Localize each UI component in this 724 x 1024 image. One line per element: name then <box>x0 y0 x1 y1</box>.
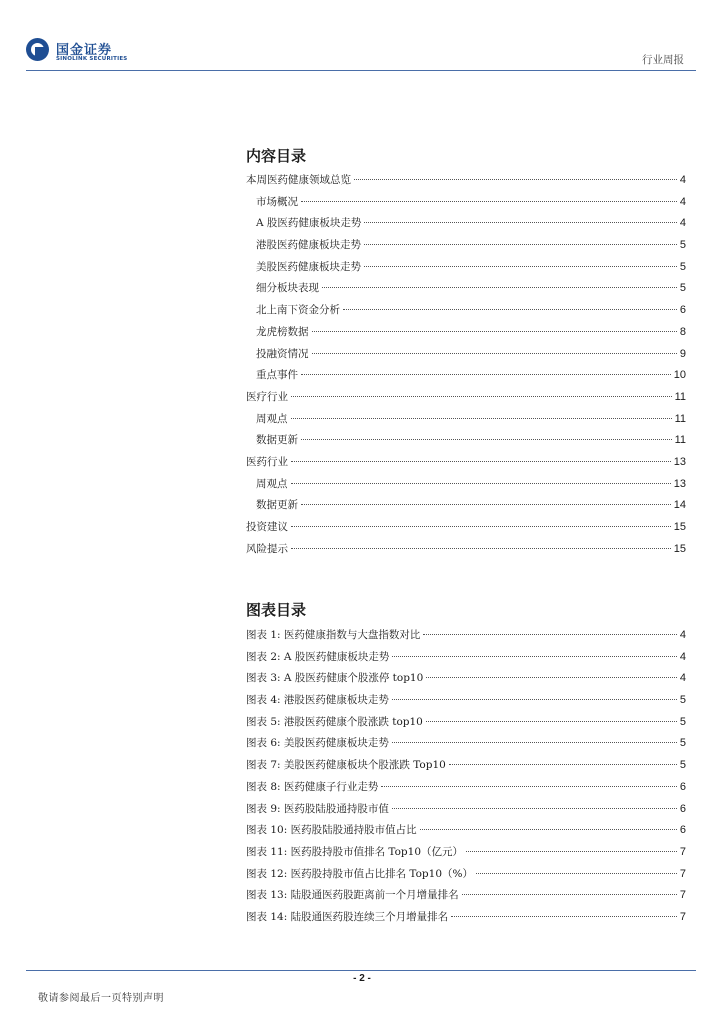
figure-entry[interactable] <box>246 907 686 929</box>
dot-leader <box>426 677 677 678</box>
dot-leader <box>291 418 672 419</box>
figure-entry-page-number: 7 <box>679 845 686 858</box>
figure-entry-label: 图表 11: 医药股持股市值排名 Top10（亿元） <box>246 845 464 858</box>
figure-entry-page-number: 5 <box>679 694 686 707</box>
toc-entry[interactable] <box>246 539 686 561</box>
dot-leader <box>392 808 677 809</box>
toc-entry[interactable] <box>246 192 686 214</box>
dot-leader <box>312 353 677 354</box>
toc-entry-label: 医药行业 <box>246 455 288 468</box>
toc-entry[interactable] <box>246 409 686 431</box>
figure-entry-label: 图表 3: A 股医药健康个股涨停 top10 <box>246 672 424 685</box>
toc-entry-page-number: 4 <box>679 174 686 186</box>
figure-entry-page-number: 5 <box>679 737 686 750</box>
dot-leader <box>291 483 671 484</box>
figures-list <box>246 625 686 929</box>
figure-entry[interactable] <box>246 885 686 907</box>
figure-entry[interactable] <box>246 820 686 842</box>
dot-leader <box>449 764 677 765</box>
toc-entry-page-number: 15 <box>673 542 686 555</box>
dot-leader <box>381 786 676 787</box>
figure-entry[interactable] <box>246 799 686 821</box>
dot-leader <box>466 851 677 852</box>
toc-entry[interactable] <box>246 495 686 517</box>
toc-entry[interactable] <box>246 300 686 322</box>
toc-entry-page-number: 6 <box>679 304 686 317</box>
dot-leader <box>392 656 677 657</box>
figure-entry[interactable] <box>246 777 686 799</box>
toc-entry[interactable] <box>246 430 686 452</box>
toc-entry-page-number: 14 <box>673 499 686 512</box>
toc-entry[interactable] <box>246 278 686 300</box>
toc-entry-label: 风险提示 <box>246 542 288 555</box>
toc-entry[interactable] <box>246 474 686 496</box>
figure-entry[interactable] <box>246 842 686 864</box>
toc-entry-page-number: 11 <box>674 412 686 425</box>
toc-entry-page-number: 4 <box>679 217 686 230</box>
dot-leader <box>364 222 676 223</box>
toc-entry-label: 重点事件 <box>256 369 298 382</box>
toc-entry-page-number: 13 <box>673 477 686 490</box>
figure-entry-page-number: 5 <box>679 715 686 728</box>
figure-entry-label: 图表 1: 医药健康指数与大盘指数对比 <box>246 629 421 641</box>
toc-entry-page-number: 10 <box>673 369 686 382</box>
figure-entry-page-number: 5 <box>679 759 686 772</box>
page-header <box>0 0 724 76</box>
dot-leader <box>423 634 676 635</box>
toc-entry-label: 北上南下资金分析 <box>256 304 340 317</box>
page-number: - 2 - <box>353 973 371 984</box>
dot-leader <box>301 504 671 505</box>
figure-entry-label: 图表 13: 陆股通医药股距离前一个月增量排名 <box>246 889 459 902</box>
toc-entry-page-number: 9 <box>679 347 686 360</box>
contents-list <box>246 170 686 560</box>
dot-leader <box>322 287 677 288</box>
toc-entry[interactable] <box>246 365 686 387</box>
header-divider <box>26 70 696 71</box>
toc-entry-label: 周观点 <box>256 477 288 490</box>
company-logo <box>26 38 134 68</box>
toc-entry-label: A 股医药健康板块走势 <box>256 217 362 230</box>
dot-leader <box>291 396 672 397</box>
dot-leader <box>462 894 677 895</box>
dot-leader <box>312 331 677 332</box>
toc-entry[interactable] <box>246 235 686 257</box>
toc-entry-label: 投资建议 <box>246 521 288 533</box>
figure-entry-label: 图表 8: 医药健康子行业走势 <box>246 780 379 793</box>
toc-entry[interactable] <box>246 170 686 192</box>
report-type-label: 行业周报 <box>642 54 684 66</box>
figures-title: 图表目录 <box>246 601 307 619</box>
toc-entry[interactable] <box>246 517 686 539</box>
figure-entry[interactable] <box>246 647 686 669</box>
toc-entry-page-number: 4 <box>679 195 686 208</box>
dot-leader <box>451 916 677 917</box>
toc-entry[interactable] <box>246 344 686 366</box>
dot-leader <box>364 266 677 267</box>
toc-entry-label: 市场概况 <box>256 195 298 208</box>
toc-entry[interactable] <box>246 257 686 279</box>
toc-entry-page-number: 5 <box>679 282 686 295</box>
figure-entry[interactable] <box>246 690 686 712</box>
toc-entry-label: 医疗行业 <box>246 390 288 403</box>
dot-leader <box>343 309 677 310</box>
toc-entry-label: 龙虎榜数据 <box>256 325 309 338</box>
figure-entry-page-number: 7 <box>679 867 686 880</box>
figure-entry-label: 图表 4: 港股医药健康板块走势 <box>246 694 389 707</box>
toc-entry[interactable] <box>246 322 686 344</box>
logo-mark-icon <box>26 38 49 61</box>
disclaimer-text: 敬请参阅最后一页特别声明 <box>38 993 164 1004</box>
logo-english-name: SINOLINK SECURITIES <box>56 56 128 62</box>
dot-leader <box>420 829 677 830</box>
footer-divider <box>26 970 696 971</box>
toc-entry[interactable] <box>246 387 686 409</box>
figure-entry[interactable] <box>246 712 686 734</box>
dot-leader <box>291 461 671 462</box>
figure-entry-page-number: 4 <box>679 629 686 641</box>
figure-entry-label: 图表 5: 港股医药健康个股涨跌 top10 <box>246 715 423 728</box>
figure-entry-page-number: 4 <box>679 650 686 663</box>
dot-leader <box>392 742 677 743</box>
figure-entry-label: 图表 12: 医药股持股市值占比排名 Top10（%） <box>246 867 473 880</box>
dot-leader <box>301 201 677 202</box>
figure-entry-label: 图表 7: 美股医药健康板块个股涨跌 Top10 <box>246 759 446 772</box>
toc-entry-label: 投融资情况 <box>256 347 309 360</box>
dot-leader <box>301 439 672 440</box>
dot-leader <box>301 374 671 375</box>
figure-entry-page-number: 7 <box>679 910 686 923</box>
figure-entry-page-number: 6 <box>679 802 686 815</box>
figure-entry[interactable] <box>246 733 686 755</box>
dot-leader <box>291 526 671 527</box>
figure-entry[interactable] <box>246 625 686 647</box>
toc-entry-page-number: 15 <box>673 521 686 533</box>
dot-leader <box>291 548 671 549</box>
dot-leader <box>354 179 677 180</box>
figure-entry-page-number: 7 <box>679 889 686 902</box>
figure-entry-page-number: 6 <box>679 780 686 793</box>
toc-entry[interactable] <box>246 213 686 235</box>
toc-entry-label: 细分板块表现 <box>256 282 319 295</box>
figure-entry-label: 图表 6: 美股医药健康板块走势 <box>246 737 389 750</box>
toc-entry-page-number: 11 <box>674 434 686 447</box>
toc-entry-page-number: 5 <box>679 239 686 252</box>
figure-entry-label: 图表 9: 医药股陆股通持股市值 <box>246 802 389 815</box>
toc-entry-page-number: 11 <box>674 390 686 403</box>
toc-entry-label: 数据更新 <box>256 434 298 447</box>
toc-entry-page-number: 8 <box>679 325 686 338</box>
logo-chinese-name: 国金证券 <box>56 43 113 58</box>
toc-entry-label: 数据更新 <box>256 499 298 512</box>
dot-leader <box>392 699 677 700</box>
figure-entry-label: 图表 10: 医药股陆股通持股市值占比 <box>246 824 417 837</box>
figure-entry-label: 图表 14: 陆股通医药股连续三个月增量排名 <box>246 910 449 923</box>
figure-entry-page-number: 6 <box>679 824 686 837</box>
dot-leader <box>476 873 677 874</box>
figure-entry[interactable] <box>246 864 686 886</box>
figure-entry[interactable] <box>246 668 686 690</box>
toc-entry-label: 港股医药健康板块走势 <box>256 239 361 252</box>
toc-title: 内容目录 <box>246 147 307 165</box>
dot-leader <box>364 244 677 245</box>
figure-entry[interactable] <box>246 755 686 777</box>
toc-entry-label: 本周医药健康领域总览 <box>246 174 351 186</box>
toc-entry-label: 美股医药健康板块走势 <box>256 260 361 273</box>
toc-entry-page-number: 13 <box>673 455 686 468</box>
dot-leader <box>426 721 677 722</box>
figure-entry-page-number: 4 <box>679 672 686 685</box>
toc-entry-page-number: 5 <box>679 260 686 273</box>
toc-entry[interactable] <box>246 452 686 474</box>
figure-entry-label: 图表 2: A 股医药健康板块走势 <box>246 650 390 663</box>
toc-entry-label: 周观点 <box>256 412 288 425</box>
